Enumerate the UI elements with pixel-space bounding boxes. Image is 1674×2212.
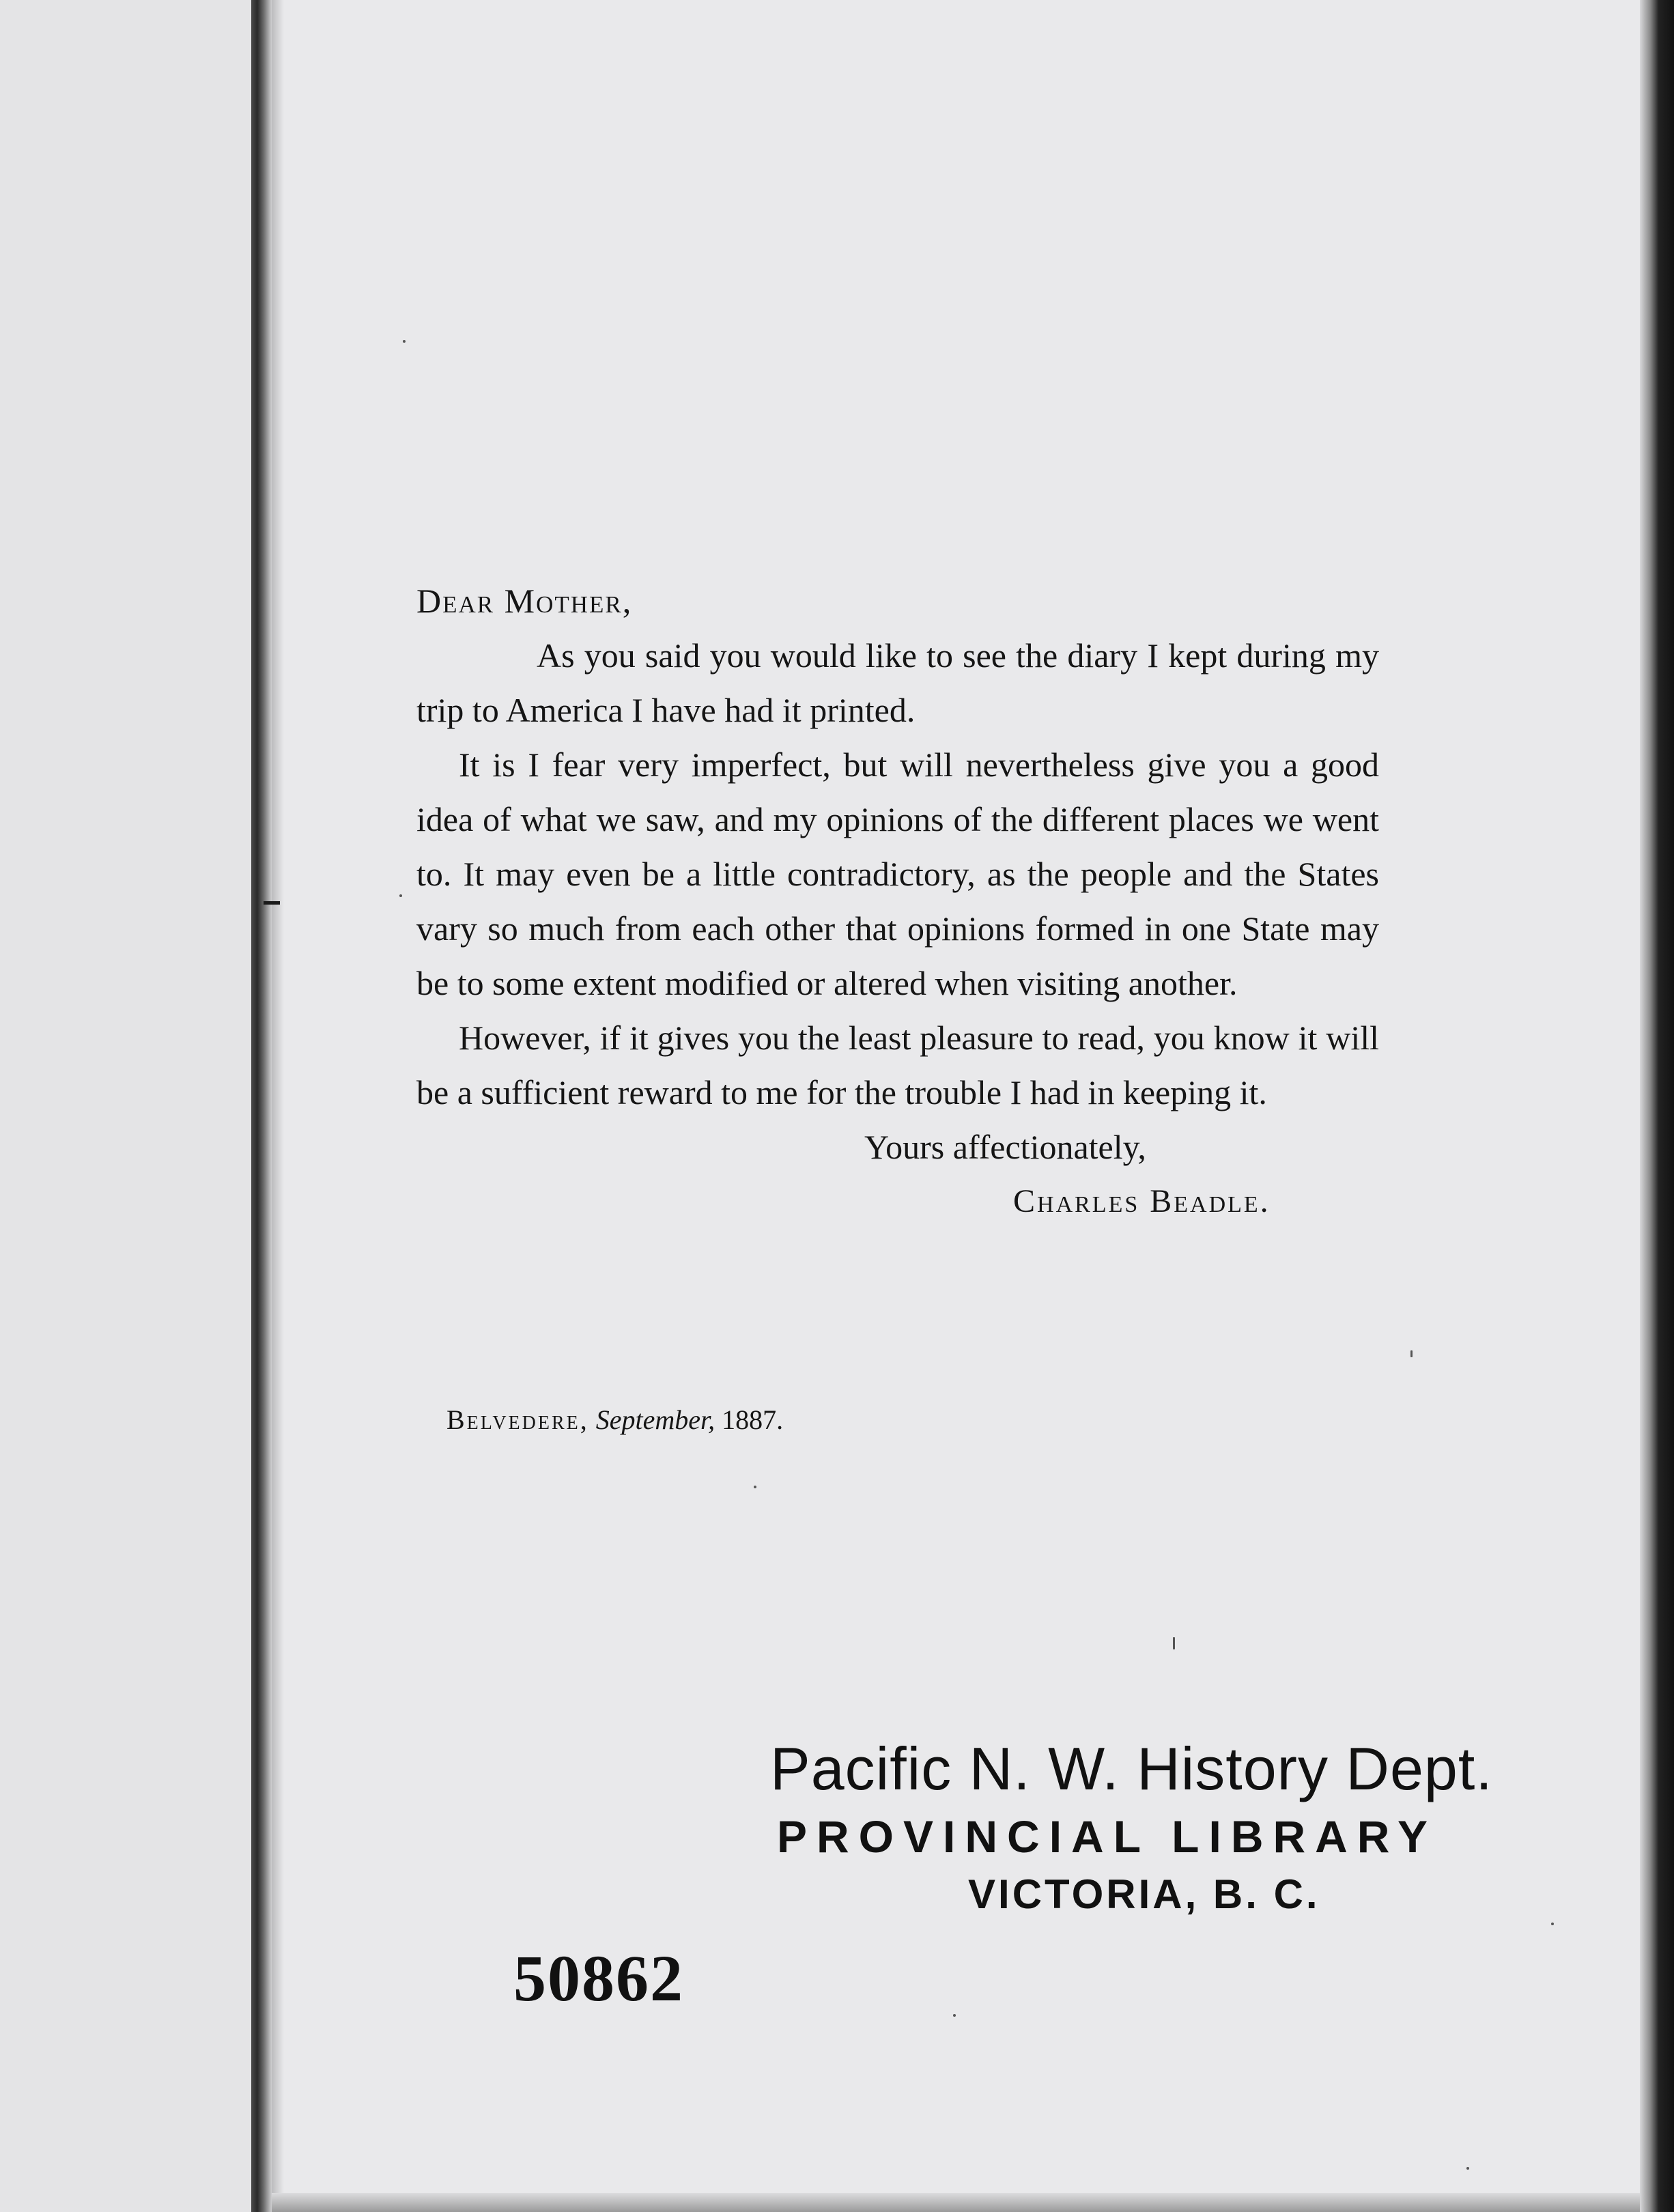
letter-salutation: Dear Mother, [416, 582, 633, 620]
accession-number: 50862 [513, 1942, 684, 2015]
bottom-page-edge [272, 2193, 1640, 2212]
paper-speck [403, 340, 406, 343]
left-gutter [0, 0, 254, 2212]
binding-shadow [272, 0, 284, 2212]
paper-speck [754, 1486, 756, 1488]
paper-speck [1410, 1350, 1413, 1357]
letter-paragraph: It is I fear very imperfect, but will nevertheless give you a good idea of what we saw, and my opinions of the different places we went to. It may even be a little contradictory, as the people and the States vary so much from each other that opinions formed in one State may be to some extent modified or altered when visiting another. [416, 746, 1379, 1002]
library-stamp-line-2: PROVINCIAL LIBRARY [777, 1811, 1438, 1862]
paper-speck [1173, 1637, 1175, 1649]
dateline [446, 1404, 783, 1436]
paper-speck [399, 894, 402, 897]
paper-speck [1551, 1923, 1554, 1925]
dateline-year: 1887. [722, 1404, 784, 1435]
paper-speck [953, 2014, 956, 2017]
letter-paragraph: However, if it gives you the least pleasure to read, you know it will be a sufficient reward to me for the trouble I had in keeping it. [416, 1019, 1379, 1111]
letter-body [416, 573, 1379, 1229]
letter-closing: Yours affectionately, [864, 1128, 1146, 1166]
library-stamp-line-3: VICTORIA, B. C. [968, 1871, 1320, 1917]
letter-paragraph: As you said you would like to see the diary I kept during my trip to America I have had it printed. [416, 636, 1379, 729]
letter-signature: Charles Beadle. [1013, 1183, 1271, 1219]
dateline-place: Belvedere, [446, 1404, 589, 1435]
binding-mark [264, 901, 280, 905]
binding-edge [251, 0, 272, 2212]
library-stamp-line-1: Pacific N. W. History Dept. [770, 1735, 1493, 1802]
paper-speck [1466, 2167, 1469, 2170]
dateline-month: September, [595, 1404, 715, 1435]
right-page-edge [1640, 0, 1674, 2212]
